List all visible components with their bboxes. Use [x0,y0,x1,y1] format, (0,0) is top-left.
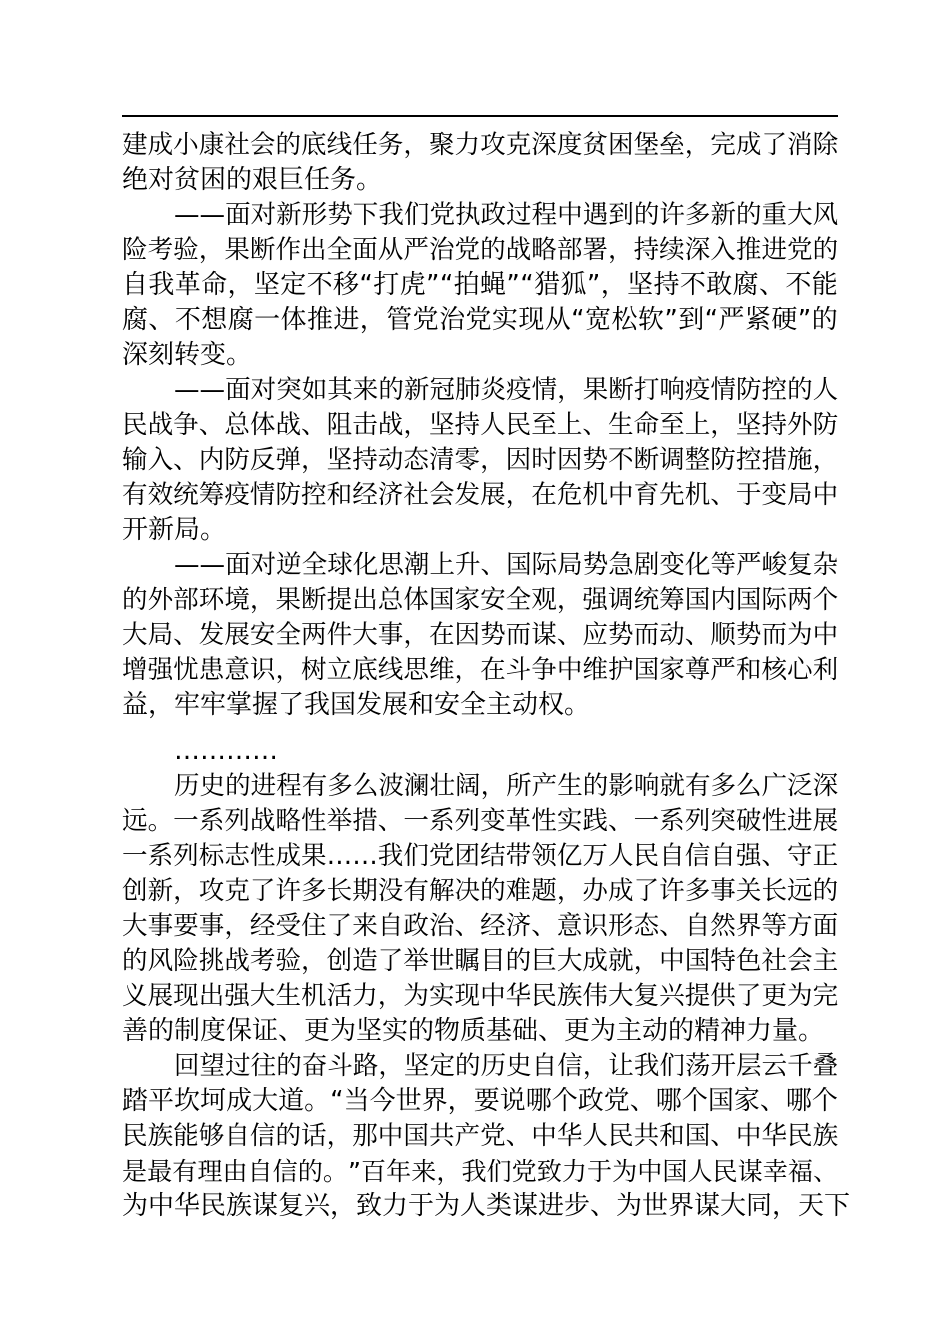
text-line: 的 外 部 环 境 ， 果 断 提 出 总 体 国 家 安 全 观 ， 强 调 统 筹 国 内 国 际 两 个 [122,585,839,615]
paragraph [122,548,838,723]
text-line: ………… [174,736,278,766]
text-line: 踏 平 坎 坷 成 大 道 。 “ 当 今 世 界 ， 要 说 哪 个 政 党 、 哪 个 国 家 、 哪 个 [122,1086,838,1116]
header-rule [122,115,838,117]
text-line: 绝对贫困的艰巨任务。 [122,165,383,195]
text-line: 善的制度保证、更为坚实的物质基础、更为主动的精神力量。 [122,1016,825,1046]
paragraph [122,734,838,769]
paragraph [122,128,838,198]
text-line: 回 望 过 往 的 奋 斗 路 ， 坚 定 的 历 史 自 信 ， 让 我 们 荡 开 层 云 千 叠 [174,1051,839,1081]
text-line: 自 我 革 命 ， 坚 定 不 移 “ 打 虎 ” “ 拍 蝇 ” “ 猎 狐 ” ， 坚 持 不 敢 腐 、 不 能 [122,270,838,300]
text-line: 大 局 、 发 展 安 全 两 件 大 事 ， 在 因 势 而 谋 、 应 势 而 动 、 顺 势 而 为 中 [122,620,839,650]
text-line: 腐 、 不 想 腐 一 体 推 进 ， 管 党 治 党 实 现 从 “ 宽 松 软 ” 到 “ 严 紧 硬 ” 的 [122,305,838,335]
text-line: 建 成 小 康 社 会 的 底 线 任 务 ， 聚 力 攻 克 深 度 贫 困 堡 垒 ， 完 成 了 消 除 [122,130,839,160]
text-line: 开新局。 [122,515,227,545]
text-line: 民 族 能 够 自 信 的 话 ， 那 中 国 共 产 党 、 中 华 人 民 共 和 国 、 中 华 民 族 [122,1121,839,1151]
text-line: 是 最 有 理 由 自 信 的 。 ” 百 年 来 ， 我 们 党 致 力 于 为 中 国 人 民 谋 幸 福 、 [122,1157,839,1186]
text-line: — — 面 对 新 形 势 下 我 们 党 执 政 过 程 中 遇 到 的 许 多 新 的 重 大 风 [174,200,839,230]
text-line: 大 事 要 事 ， 经 受 住 了 来 自 政 治 、 经 济 、 意 识 形 态 、 自 然 界 等 方 面 [122,911,839,941]
text-line: 远 。 一 系 列 战 略 性 举 措 、 一 系 列 变 革 性 实 践 、 一 系 列 突 破 性 进 展 [122,806,839,836]
text-line: — — 面 对 突 如 其 来 的 新 冠 肺 炎 疫 情 ， 果 断 打 响 疫 情 防 控 的 人 [174,375,839,405]
paragraph [122,198,838,373]
text-line: 益，牢牢掌握了我国发展和安全主动权。 [122,690,591,720]
text-line: — — 面 对 逆 全 球 化 思 潮 上 升 、 国 际 局 势 急 剧 变 化 等 严 峻 复 杂 [174,550,839,580]
paragraph [122,769,838,1049]
text-line: 险 考 验 ， 果 断 作 出 全 面 从 严 治 党 的 战 略 部 署 ， 持 续 深 入 推 进 党 的 [122,235,839,265]
text-line: 有 效 统 筹 疫 情 防 控 和 经 济 社 会 发 展 ， 在 危 机 中 育 先 机 、 于 变 局 中 [122,480,839,510]
text-line: 一 系 列 标 志 性 成 果 … … 我 们 党 团 结 带 领 亿 万 人 民 自 信 自 强 、 守 正 [122,841,839,871]
text-line: 深刻转变。 [122,340,253,370]
text-line: 输 入 、 内 防 反 弹 ， 坚 持 动 态 清 零 ， 因 时 因 势 不 断 调 整 防 控 措 施 ， [122,445,839,475]
text-line: 为中华民族谋复兴，致力于为人类谋进步、为世界谋大同，天下 [122,1191,851,1221]
text-line: 增 强 忧 患 意 识 ， 树 立 底 线 思 维 ， 在 斗 争 中 维 护 国 家 尊 严 和 核 心 利 [122,655,839,685]
text-line: 历 史 的 进 程 有 多 么 波 澜 壮 阔 ， 所 产 生 的 影 响 就 有 多 么 广 泛 深 [174,771,839,801]
text-line: 义 展 现 出 强 大 生 机 活 力 ， 为 实 现 中 华 民 族 伟 大 复 兴 提 供 了 更 为 完 [122,981,839,1011]
text-line: 创 新 ， 攻 克 了 许 多 长 期 没 有 解 决 的 难 题 ， 办 成 了 许 多 事 关 长 远 的 [122,876,839,906]
paragraph [122,373,838,548]
document-body [122,128,851,1224]
text-line: 的 风 险 挑 战 考 验 ， 创 造 了 举 世 瞩 目 的 巨 大 成 就 ， 中 国 特 色 社 会 主 [122,946,839,976]
text-line: 民 战 争 、 总 体 战 、 阻 击 战 ， 坚 持 人 民 至 上 、 生 命 至 上 ， 坚 持 外 防 [122,410,839,440]
paragraph [122,1049,851,1224]
